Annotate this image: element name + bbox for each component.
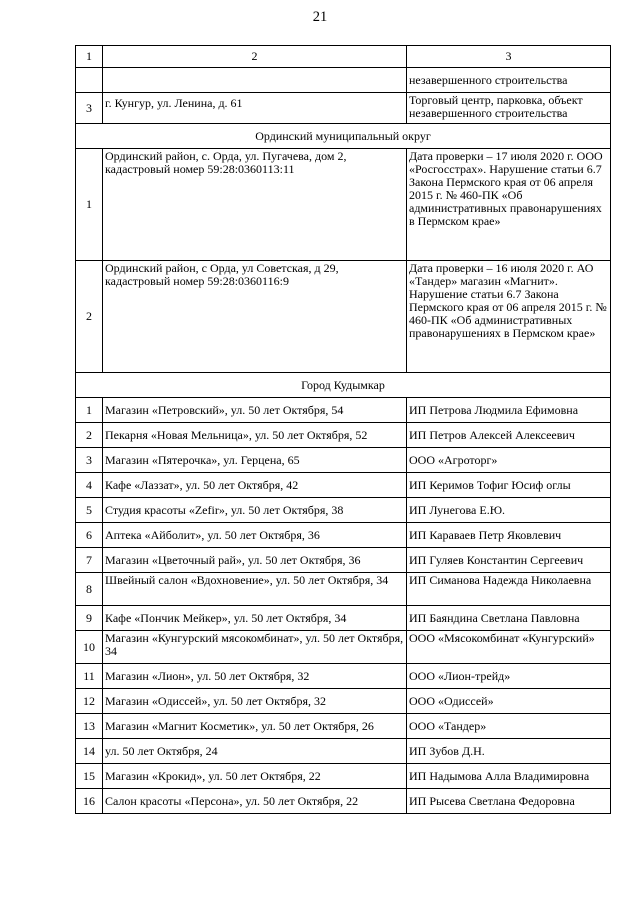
row-address: Магазин «Цветочный рай», ул. 50 лет Октября, 36 [103,548,407,573]
table-row [76,448,611,473]
registry-table [75,45,611,814]
row-owner: Торговый центр, парковка, объект незавершенного строительства [407,93,611,124]
table-row [76,739,611,764]
table-row [76,573,611,606]
row-address: Швейный салон «Вдохновение», ул. 50 лет Октября, 34 [103,573,407,606]
table-row [76,664,611,689]
row-address: Магазин «Пятерочка», ул. Герцена, 65 [103,448,407,473]
row-address: Магазин «Магнит Косметик», ул. 50 лет Октября, 26 [103,714,407,739]
section-title: Город Кудымкар [76,373,611,398]
table-row [76,631,611,664]
row-address: Кафе «Пончик Мейкер», ул. 50 лет Октября, 34 [103,606,407,631]
row-owner: ИП Петров Алексей Алексеевич [407,423,611,448]
header-col-1: 1 [76,46,103,68]
row-number: 4 [76,473,103,498]
table-row [76,398,611,423]
row-number: 16 [76,789,103,814]
row-owner: ИП Керимов Тофиг Юсиф оглы [407,473,611,498]
row-number: 9 [76,606,103,631]
row-number: 11 [76,664,103,689]
row-address: Ординский район, с Орда, ул Советская, д 29, кадастровый номер 59:28:0360116:9 [103,261,407,373]
table-row [76,764,611,789]
header-col-2: 2 [103,46,407,68]
row-address: Салон красоты «Персона», ул. 50 лет Октября, 22 [103,789,407,814]
row-number: 1 [76,149,103,261]
section-header-orda [76,124,611,149]
table-row [76,606,611,631]
table-row [76,149,611,261]
table-row [76,261,611,373]
row-number: 2 [76,423,103,448]
row-number: 3 [76,93,103,124]
row-owner: Дата проверки – 17 июля 2020 г. ООО «Росгосстрах». Нарушение статьи 6.7 Закона Пермского края от 06 апреля 2015 г. № 460-ПК «Об административных правонарушениях в Пермском крае» [407,149,611,261]
table-row [76,689,611,714]
section-title: Ординский муниципальный округ [76,124,611,149]
row-owner: ИП Лунегова Е.Ю. [407,498,611,523]
row-number: 8 [76,573,103,606]
row-number: 2 [76,261,103,373]
row-owner: ИП Надымова Алла Владимировна [407,764,611,789]
row-owner: ИП Караваев Петр Яковлевич [407,523,611,548]
row-address: Магазин «Петровский», ул. 50 лет Октября, 54 [103,398,407,423]
table-header-row [76,46,611,68]
row-number: 5 [76,498,103,523]
row-address: г. Кунгур, ул. Ленина, д. 61 [103,93,407,124]
table-row [76,789,611,814]
row-owner: ИП Зубов Д.Н. [407,739,611,764]
row-address: Магазин «Лион», ул. 50 лет Октября, 32 [103,664,407,689]
row-number: 6 [76,523,103,548]
row-address: Аптека «Айболит», ул. 50 лет Октября, 36 [103,523,407,548]
row-address: Магазин «Кунгурский мясокомбинат», ул. 50 лет Октября, 34 [103,631,407,664]
continuation-owner: незавершенного строительства [407,68,611,93]
row-number: 14 [76,739,103,764]
row-number: 13 [76,714,103,739]
row-owner: ООО «Лион-трейд» [407,664,611,689]
table-row [76,498,611,523]
row-owner: Дата проверки – 16 июля 2020 г. АО «Тандер» магазин «Магнит». Нарушение статьи 6.7 Закона Пермского края от 06 апреля 2015 г. № 460-ПК «Об административных правонарушениях в Пермском крае» [407,261,611,373]
section-header-kudymkar [76,373,611,398]
table-row [76,423,611,448]
row-owner: ИП Петрова Людмила Ефимовна [407,398,611,423]
continuation-row [76,68,611,93]
row-number: 15 [76,764,103,789]
row-number: 3 [76,448,103,473]
row-address: Ординский район, с. Орда, ул. Пугачева, дом 2, кадастровый номер 59:28:0360113:11 [103,149,407,261]
table-row [76,714,611,739]
table-row [76,93,611,124]
page-number: 21 [312,9,328,25]
row-address: Кафе «Лаззат», ул. 50 лет Октября, 42 [103,473,407,498]
table-row [76,548,611,573]
row-owner: ООО «Одиссей» [407,689,611,714]
row-address: Магазин «Крокид», ул. 50 лет Октября, 22 [103,764,407,789]
row-address: ул. 50 лет Октября, 24 [103,739,407,764]
row-owner: ИП Гуляев Константин Сергеевич [407,548,611,573]
row-number: 7 [76,548,103,573]
row-number: 1 [76,398,103,423]
header-col-3: 3 [407,46,611,68]
empty-cell [76,68,103,93]
row-number: 12 [76,689,103,714]
row-owner: ИП Рысева Светлана Федоровна [407,789,611,814]
table-row [76,473,611,498]
row-address: Магазин «Одиссей», ул. 50 лет Октября, 32 [103,689,407,714]
row-owner: ООО «Тандер» [407,714,611,739]
row-owner: ООО «Мясокомбинат «Кунгурский» [407,631,611,664]
row-address: Студия красоты «Zefir», ул. 50 лет Октября, 38 [103,498,407,523]
row-owner: ИП Симанова Надежда Николаевна [407,573,611,606]
row-number: 10 [76,631,103,664]
row-owner: ИП Баяндина Светлана Павловна [407,606,611,631]
table-row [76,523,611,548]
empty-cell [103,68,407,93]
row-owner: ООО «Агроторг» [407,448,611,473]
row-address: Пекарня «Новая Мельница», ул. 50 лет Октября, 52 [103,423,407,448]
